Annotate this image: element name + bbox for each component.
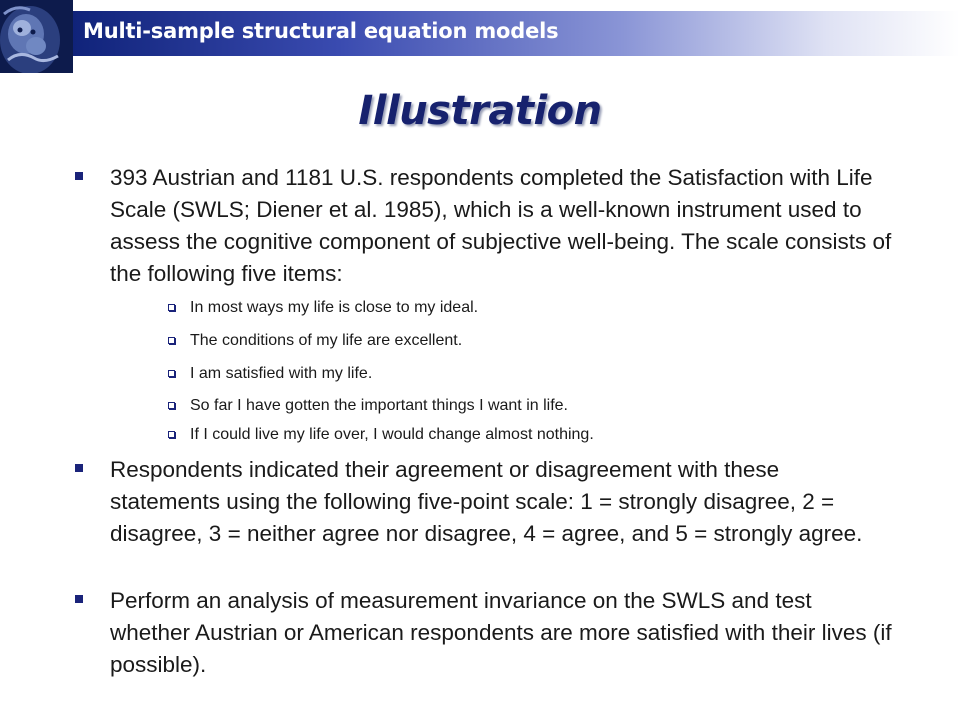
scale-item-text: The conditions of my life are excellent. bbox=[190, 332, 463, 349]
bullet-text: Perform an analysis of measurement invariance on the SWLS and test whether Austrian or American respondents are more satisfied with their lives (if possible). bbox=[110, 588, 892, 677]
hollow-square-bullet-icon bbox=[168, 304, 175, 311]
bullet-item bbox=[75, 162, 895, 290]
hollow-square-bullet-icon bbox=[168, 402, 175, 409]
scale-item-text: If I could live my life over, I would change almost nothing. bbox=[190, 426, 594, 443]
scale-item-text: So far I have gotten the important things I want in life. bbox=[190, 397, 568, 414]
bullet-item bbox=[75, 585, 895, 681]
scale-item bbox=[168, 394, 868, 418]
hollow-square-bullet-icon bbox=[168, 431, 175, 438]
banner-title: Multi-sample structural equation models bbox=[83, 19, 559, 43]
filled-square-bullet-icon bbox=[75, 595, 83, 603]
bullet-text: Respondents indicated their agreement or disagreement with these statements using the following five-point scale: 1 = strongly disagree, 2 = disagree, 3 = neither agree nor disagree, 4 = agree, and 5 = strongly agree. bbox=[110, 457, 863, 546]
scale-item bbox=[168, 423, 868, 447]
scale-item-text: I am satisfied with my life. bbox=[190, 365, 373, 382]
scale-item bbox=[168, 329, 868, 353]
scale-item bbox=[168, 296, 868, 320]
filled-square-bullet-icon bbox=[75, 464, 83, 472]
lion-head-logo-icon bbox=[0, 0, 73, 73]
header-banner bbox=[73, 11, 960, 56]
scale-item bbox=[168, 362, 868, 386]
hollow-square-bullet-icon bbox=[168, 337, 175, 344]
bullet-text: 393 Austrian and 1181 U.S. respondents completed the Satisfaction with Life Scale (SWLS; Diener et al. 1985), which is a well-known instrument used to assess the cognitive component of subjective well-being. The scale consists of the following five items: bbox=[110, 165, 892, 286]
slide-title: Illustration bbox=[358, 88, 602, 134]
scale-item-text: In most ways my life is close to my ideal. bbox=[190, 299, 479, 316]
hollow-square-bullet-icon bbox=[168, 370, 175, 377]
bullet-item bbox=[75, 454, 895, 550]
filled-square-bullet-icon bbox=[75, 172, 83, 180]
